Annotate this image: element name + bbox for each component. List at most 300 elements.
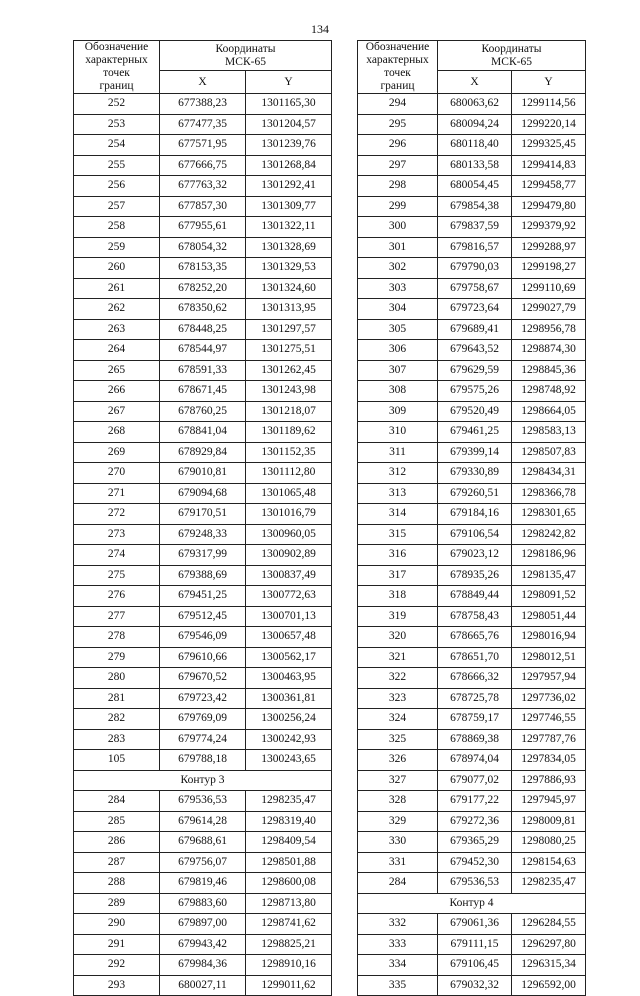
point-number-cell: 324 — [358, 709, 438, 730]
point-number-cell: 315 — [358, 524, 438, 545]
x-coordinate-cell: 679819,46 — [160, 873, 246, 894]
y-coordinate-cell: 1296297,80 — [512, 934, 586, 955]
table-row — [74, 381, 332, 402]
y-coordinate-cell: 1298910,16 — [246, 955, 332, 976]
point-number-cell: 303 — [358, 278, 438, 299]
x-coordinate-cell: 679061,36 — [438, 914, 512, 935]
x-coordinate-cell: 679883,60 — [160, 893, 246, 914]
x-coordinate-cell: 679248,33 — [160, 524, 246, 545]
y-coordinate-cell: 1301065,48 — [246, 483, 332, 504]
x-coordinate-cell: 679854,38 — [438, 196, 512, 217]
y-coordinate-cell: 1298235,47 — [246, 791, 332, 812]
point-number-cell: 308 — [358, 381, 438, 402]
point-number-cell: 269 — [74, 442, 160, 463]
y-coordinate-cell: 1301112,80 — [246, 463, 332, 484]
table-row — [358, 401, 586, 422]
point-number-cell: 280 — [74, 668, 160, 689]
x-coordinate-cell: 679010,81 — [160, 463, 246, 484]
table-row — [358, 934, 586, 955]
x-coordinate-cell: 679575,26 — [438, 381, 512, 402]
table-row — [74, 504, 332, 525]
y-coordinate-cell: 1298242,82 — [512, 524, 586, 545]
point-number-cell: 322 — [358, 668, 438, 689]
point-number-cell: 261 — [74, 278, 160, 299]
x-coordinate-cell: 678591,33 — [160, 360, 246, 381]
x-coordinate-cell: 679461,25 — [438, 422, 512, 443]
table-row — [74, 668, 332, 689]
table-row — [358, 278, 586, 299]
y-coordinate-cell: 1298741,62 — [246, 914, 332, 935]
table-row — [358, 565, 586, 586]
table-row — [74, 586, 332, 607]
point-number-cell: 326 — [358, 750, 438, 771]
table-row — [358, 504, 586, 525]
x-coordinate-cell: 680054,45 — [438, 176, 512, 197]
y-coordinate-cell: 1301239,76 — [246, 135, 332, 156]
y-coordinate-cell: 1298154,63 — [512, 852, 586, 873]
point-number-cell: 307 — [358, 360, 438, 381]
y-coordinate-cell: 1301152,35 — [246, 442, 332, 463]
point-number-cell: 255 — [74, 155, 160, 176]
point-number-cell: 288 — [74, 873, 160, 894]
y-coordinate-cell: 1301243,98 — [246, 381, 332, 402]
table-row — [74, 524, 332, 545]
x-coordinate-cell: 679106,54 — [438, 524, 512, 545]
point-number-cell: 299 — [358, 196, 438, 217]
point-number-cell: 105 — [74, 750, 160, 771]
y-coordinate-cell: 1298135,47 — [512, 565, 586, 586]
point-number-cell: 309 — [358, 401, 438, 422]
y-coordinate-cell: 1301275,51 — [246, 340, 332, 361]
x-coordinate-cell: 680094,24 — [438, 114, 512, 135]
table-row — [74, 278, 332, 299]
table-row — [358, 975, 586, 996]
point-number-cell: 253 — [74, 114, 160, 135]
x-coordinate-cell: 679365,29 — [438, 832, 512, 853]
table-row — [358, 914, 586, 935]
x-coordinate-cell: 679317,99 — [160, 545, 246, 566]
point-number-cell: 293 — [74, 975, 160, 996]
point-number-cell: 311 — [358, 442, 438, 463]
table-row — [358, 340, 586, 361]
point-number-cell: 310 — [358, 422, 438, 443]
x-coordinate-cell: 679177,22 — [438, 791, 512, 812]
y-coordinate-cell: 1298051,44 — [512, 606, 586, 627]
y-coordinate-cell: 1298186,96 — [512, 545, 586, 566]
table-row — [358, 299, 586, 320]
header-y: Y — [512, 71, 586, 94]
point-number-cell: 321 — [358, 647, 438, 668]
y-coordinate-cell: 1300361,81 — [246, 688, 332, 709]
x-coordinate-cell: 679546,09 — [160, 627, 246, 648]
table-row — [358, 873, 586, 894]
table-row — [74, 114, 332, 135]
table-row — [74, 155, 332, 176]
y-coordinate-cell: 1298825,21 — [246, 934, 332, 955]
x-coordinate-cell: 679536,53 — [160, 791, 246, 812]
y-coordinate-cell: 1300837,49 — [246, 565, 332, 586]
y-coordinate-cell: 1299288,97 — [512, 237, 586, 258]
point-number-cell: 316 — [358, 545, 438, 566]
x-coordinate-cell: 679111,15 — [438, 934, 512, 955]
y-coordinate-cell: 1300256,24 — [246, 709, 332, 730]
point-number-cell: 289 — [74, 893, 160, 914]
table-row — [358, 545, 586, 566]
table-row — [74, 852, 332, 873]
x-coordinate-cell: 678725,78 — [438, 688, 512, 709]
section-title: Контур 4 — [358, 893, 586, 914]
x-coordinate-cell: 677388,23 — [160, 94, 246, 115]
point-number-cell: 278 — [74, 627, 160, 648]
point-number-cell: 256 — [74, 176, 160, 197]
table-row — [358, 381, 586, 402]
point-number-cell: 268 — [74, 422, 160, 443]
x-coordinate-cell: 679756,07 — [160, 852, 246, 873]
x-coordinate-cell: 679670,52 — [160, 668, 246, 689]
point-number-cell: 318 — [358, 586, 438, 607]
x-coordinate-cell: 679629,59 — [438, 360, 512, 381]
table-row — [74, 873, 332, 894]
y-coordinate-cell: 1301189,62 — [246, 422, 332, 443]
table-row — [74, 627, 332, 648]
x-coordinate-cell: 678671,45 — [160, 381, 246, 402]
point-number-cell: 335 — [358, 975, 438, 996]
y-coordinate-cell: 1296284,55 — [512, 914, 586, 935]
x-coordinate-cell: 678935,26 — [438, 565, 512, 586]
x-coordinate-cell: 677857,30 — [160, 196, 246, 217]
y-coordinate-cell: 1300242,93 — [246, 729, 332, 750]
section-title: Контур 3 — [74, 770, 332, 791]
point-number-cell: 296 — [358, 135, 438, 156]
x-coordinate-cell: 679388,69 — [160, 565, 246, 586]
x-coordinate-cell: 680133,58 — [438, 155, 512, 176]
table-row — [74, 463, 332, 484]
y-coordinate-cell: 1301329,53 — [246, 258, 332, 279]
y-coordinate-cell: 1299325,45 — [512, 135, 586, 156]
y-coordinate-cell: 1301165,30 — [246, 94, 332, 115]
x-coordinate-cell: 677571,95 — [160, 135, 246, 156]
header-x: X — [438, 71, 512, 94]
coordinates-table-left — [73, 40, 332, 996]
table-row — [358, 832, 586, 853]
table-row — [358, 176, 586, 197]
point-number-cell: 262 — [74, 299, 160, 320]
x-coordinate-cell: 679094,68 — [160, 483, 246, 504]
point-number-cell: 304 — [358, 299, 438, 320]
table-row — [74, 750, 332, 771]
header-x: X — [160, 71, 246, 94]
x-coordinate-cell: 679769,09 — [160, 709, 246, 730]
y-coordinate-cell: 1297957,94 — [512, 668, 586, 689]
point-number-cell: 263 — [74, 319, 160, 340]
x-coordinate-cell: 679610,66 — [160, 647, 246, 668]
y-coordinate-cell: 1301322,11 — [246, 217, 332, 238]
table-row — [358, 627, 586, 648]
point-number-cell: 327 — [358, 770, 438, 791]
point-number-cell: 270 — [74, 463, 160, 484]
x-coordinate-cell: 679272,36 — [438, 811, 512, 832]
y-coordinate-cell: 1299198,27 — [512, 258, 586, 279]
section-row — [358, 893, 586, 914]
point-number-cell: 306 — [358, 340, 438, 361]
point-number-cell: 292 — [74, 955, 160, 976]
y-coordinate-cell: 1298409,54 — [246, 832, 332, 853]
table-row — [74, 791, 332, 812]
y-coordinate-cell: 1300562,17 — [246, 647, 332, 668]
x-coordinate-cell: 679452,30 — [438, 852, 512, 873]
table-row — [74, 94, 332, 115]
x-coordinate-cell: 678666,32 — [438, 668, 512, 689]
point-number-cell: 274 — [74, 545, 160, 566]
table-row — [358, 709, 586, 730]
point-number-cell: 273 — [74, 524, 160, 545]
point-number-cell: 284 — [358, 873, 438, 894]
table-row — [74, 975, 332, 996]
table-row — [358, 524, 586, 545]
x-coordinate-cell: 677477,35 — [160, 114, 246, 135]
x-coordinate-cell: 679816,57 — [438, 237, 512, 258]
x-coordinate-cell: 679330,89 — [438, 463, 512, 484]
x-coordinate-cell: 679984,36 — [160, 955, 246, 976]
x-coordinate-cell: 678929,84 — [160, 442, 246, 463]
table-row — [358, 586, 586, 607]
point-number-cell: 302 — [358, 258, 438, 279]
x-coordinate-cell: 679032,32 — [438, 975, 512, 996]
table-row — [358, 196, 586, 217]
table-row — [74, 688, 332, 709]
point-number-cell: 258 — [74, 217, 160, 238]
table-row — [74, 545, 332, 566]
point-number-cell: 305 — [358, 319, 438, 340]
y-coordinate-cell: 1300657,48 — [246, 627, 332, 648]
y-coordinate-cell: 1298080,25 — [512, 832, 586, 853]
table-row — [358, 360, 586, 381]
point-number-cell: 266 — [74, 381, 160, 402]
x-coordinate-cell: 679689,41 — [438, 319, 512, 340]
point-number-cell: 271 — [74, 483, 160, 504]
point-number-cell: 313 — [358, 483, 438, 504]
x-coordinate-cell: 679723,42 — [160, 688, 246, 709]
y-coordinate-cell: 1299114,56 — [512, 94, 586, 115]
table-row — [358, 852, 586, 873]
y-coordinate-cell: 1299414,83 — [512, 155, 586, 176]
header-coordinates: Координаты МСК-65 — [160, 41, 332, 71]
table-row — [358, 770, 586, 791]
y-coordinate-cell: 1300463,95 — [246, 668, 332, 689]
x-coordinate-cell: 679184,16 — [438, 504, 512, 525]
table-row — [74, 832, 332, 853]
table-row — [74, 955, 332, 976]
x-coordinate-cell: 679774,24 — [160, 729, 246, 750]
x-coordinate-cell: 679023,12 — [438, 545, 512, 566]
x-coordinate-cell: 680118,40 — [438, 135, 512, 156]
table-row — [74, 914, 332, 935]
point-number-cell: 281 — [74, 688, 160, 709]
table-row — [358, 729, 586, 750]
point-number-cell: 279 — [74, 647, 160, 668]
x-coordinate-cell: 679837,59 — [438, 217, 512, 238]
y-coordinate-cell: 1297746,55 — [512, 709, 586, 730]
x-coordinate-cell: 677666,75 — [160, 155, 246, 176]
point-number-cell: 276 — [74, 586, 160, 607]
y-coordinate-cell: 1301313,95 — [246, 299, 332, 320]
x-coordinate-cell: 678252,20 — [160, 278, 246, 299]
table-row — [74, 442, 332, 463]
y-coordinate-cell: 1299379,92 — [512, 217, 586, 238]
x-coordinate-cell: 679758,67 — [438, 278, 512, 299]
table-row — [358, 955, 586, 976]
table-row — [74, 340, 332, 361]
y-coordinate-cell: 1297834,05 — [512, 750, 586, 771]
point-number-cell: 286 — [74, 832, 160, 853]
y-coordinate-cell: 1300701,13 — [246, 606, 332, 627]
point-number-cell: 272 — [74, 504, 160, 525]
point-number-cell: 329 — [358, 811, 438, 832]
point-number-cell: 284 — [74, 791, 160, 812]
table-row — [74, 217, 332, 238]
x-coordinate-cell: 677955,61 — [160, 217, 246, 238]
y-coordinate-cell: 1299479,80 — [512, 196, 586, 217]
x-coordinate-cell: 679536,53 — [438, 873, 512, 894]
y-coordinate-cell: 1301328,69 — [246, 237, 332, 258]
x-coordinate-cell: 678758,43 — [438, 606, 512, 627]
table-row — [74, 565, 332, 586]
x-coordinate-cell: 677763,32 — [160, 176, 246, 197]
point-number-cell: 325 — [358, 729, 438, 750]
table-row — [74, 606, 332, 627]
table-row — [358, 750, 586, 771]
point-number-cell: 323 — [358, 688, 438, 709]
table-row — [358, 791, 586, 812]
point-number-cell: 334 — [358, 955, 438, 976]
x-coordinate-cell: 678974,04 — [438, 750, 512, 771]
y-coordinate-cell: 1301016,79 — [246, 504, 332, 525]
x-coordinate-cell: 679943,42 — [160, 934, 246, 955]
point-number-cell: 330 — [358, 832, 438, 853]
table-row — [74, 811, 332, 832]
y-coordinate-cell: 1296592,00 — [512, 975, 586, 996]
x-coordinate-cell: 678849,44 — [438, 586, 512, 607]
point-number-cell: 259 — [74, 237, 160, 258]
point-number-cell: 333 — [358, 934, 438, 955]
y-coordinate-cell: 1298016,94 — [512, 627, 586, 648]
section-row — [74, 770, 332, 791]
y-coordinate-cell: 1299110,69 — [512, 278, 586, 299]
y-coordinate-cell: 1298366,78 — [512, 483, 586, 504]
x-coordinate-cell: 679688,61 — [160, 832, 246, 853]
point-number-cell: 298 — [358, 176, 438, 197]
y-coordinate-cell: 1300243,65 — [246, 750, 332, 771]
table-row — [358, 422, 586, 443]
point-number-cell: 320 — [358, 627, 438, 648]
point-number-cell: 277 — [74, 606, 160, 627]
table-row — [74, 934, 332, 955]
point-number-cell: 300 — [358, 217, 438, 238]
x-coordinate-cell: 679790,03 — [438, 258, 512, 279]
point-number-cell: 260 — [74, 258, 160, 279]
x-coordinate-cell: 678665,76 — [438, 627, 512, 648]
table-row — [74, 176, 332, 197]
point-number-cell: 314 — [358, 504, 438, 525]
table-row — [358, 606, 586, 627]
table-row — [358, 668, 586, 689]
y-coordinate-cell: 1298713,80 — [246, 893, 332, 914]
point-number-cell: 283 — [74, 729, 160, 750]
x-coordinate-cell: 678153,35 — [160, 258, 246, 279]
table-row — [358, 135, 586, 156]
y-coordinate-cell: 1298583,13 — [512, 422, 586, 443]
table-row — [74, 319, 332, 340]
point-number-cell: 275 — [74, 565, 160, 586]
table-row — [358, 483, 586, 504]
y-coordinate-cell: 1297787,76 — [512, 729, 586, 750]
y-coordinate-cell: 1298434,31 — [512, 463, 586, 484]
y-coordinate-cell: 1301262,45 — [246, 360, 332, 381]
table-row — [74, 483, 332, 504]
header-coordinates: Координаты МСК-65 — [438, 41, 586, 71]
table-row — [358, 217, 586, 238]
y-coordinate-cell: 1298235,47 — [512, 873, 586, 894]
table-row — [74, 237, 332, 258]
y-coordinate-cell: 1297736,02 — [512, 688, 586, 709]
y-coordinate-cell: 1298664,05 — [512, 401, 586, 422]
y-coordinate-cell: 1301218,07 — [246, 401, 332, 422]
header-designation: Обозначение характерных точек границ — [74, 41, 160, 94]
point-number-cell: 295 — [358, 114, 438, 135]
table-row — [358, 647, 586, 668]
table-row — [358, 319, 586, 340]
point-number-cell: 331 — [358, 852, 438, 873]
x-coordinate-cell: 678054,32 — [160, 237, 246, 258]
table-row — [74, 893, 332, 914]
point-number-cell: 265 — [74, 360, 160, 381]
table-row — [358, 258, 586, 279]
point-number-cell: 294 — [358, 94, 438, 115]
x-coordinate-cell: 680063,62 — [438, 94, 512, 115]
x-coordinate-cell: 679451,25 — [160, 586, 246, 607]
x-coordinate-cell: 679077,02 — [438, 770, 512, 791]
y-coordinate-cell: 1299011,62 — [246, 975, 332, 996]
table-row — [74, 647, 332, 668]
point-number-cell: 291 — [74, 934, 160, 955]
table-row — [358, 688, 586, 709]
x-coordinate-cell: 678544,97 — [160, 340, 246, 361]
x-coordinate-cell: 678759,17 — [438, 709, 512, 730]
x-coordinate-cell: 679399,14 — [438, 442, 512, 463]
table-row — [358, 155, 586, 176]
x-coordinate-cell: 678869,38 — [438, 729, 512, 750]
point-number-cell: 317 — [358, 565, 438, 586]
point-number-cell: 257 — [74, 196, 160, 217]
table-row — [74, 401, 332, 422]
x-coordinate-cell: 678841,04 — [160, 422, 246, 443]
y-coordinate-cell: 1298501,88 — [246, 852, 332, 873]
y-coordinate-cell: 1299220,14 — [512, 114, 586, 135]
point-number-cell: 328 — [358, 791, 438, 812]
y-coordinate-cell: 1298748,92 — [512, 381, 586, 402]
x-coordinate-cell: 679788,18 — [160, 750, 246, 771]
point-number-cell: 254 — [74, 135, 160, 156]
table-row — [74, 729, 332, 750]
y-coordinate-cell: 1298091,52 — [512, 586, 586, 607]
point-number-cell: 319 — [358, 606, 438, 627]
y-coordinate-cell: 1300902,89 — [246, 545, 332, 566]
x-coordinate-cell: 679520,49 — [438, 401, 512, 422]
y-coordinate-cell: 1297886,93 — [512, 770, 586, 791]
point-number-cell: 332 — [358, 914, 438, 935]
x-coordinate-cell: 679260,51 — [438, 483, 512, 504]
x-coordinate-cell: 679106,45 — [438, 955, 512, 976]
